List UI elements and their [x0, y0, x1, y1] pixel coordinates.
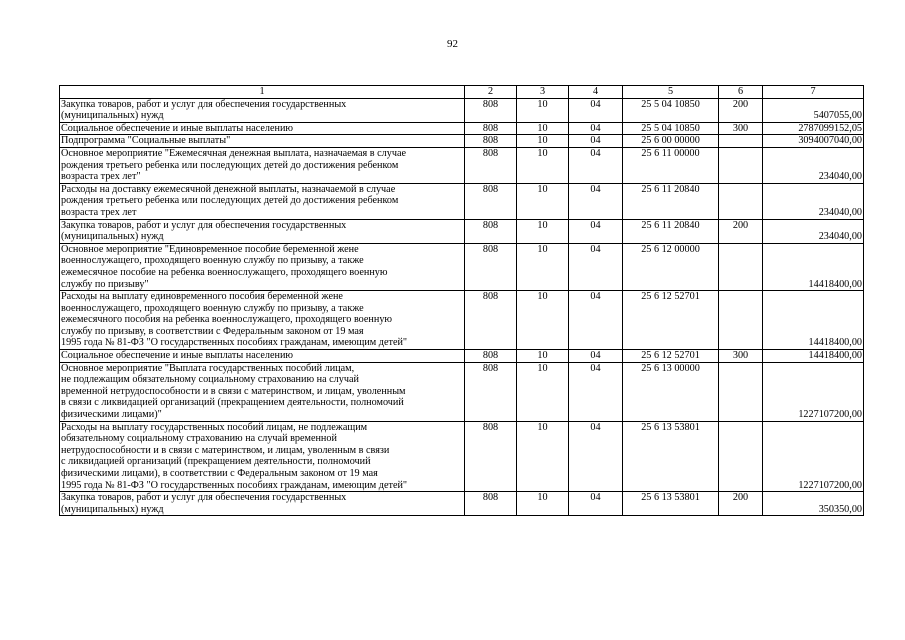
target-article-cell: 25 6 11 00000	[623, 147, 719, 183]
table-row	[60, 350, 864, 363]
target-article-cell: 25 6 12 52701	[623, 291, 719, 350]
section-code-cell: 10	[517, 421, 569, 492]
ministry-code-cell: 808	[465, 350, 517, 363]
ministry-code-cell: 808	[465, 243, 517, 290]
subsection-code-cell: 04	[569, 362, 623, 421]
header-cell: 5	[623, 86, 719, 99]
expense-type-cell	[719, 291, 763, 350]
ministry-code-cell: 808	[465, 147, 517, 183]
subsection-code-cell: 04	[569, 291, 623, 350]
target-article-cell: 25 5 04 10850	[623, 98, 719, 122]
amount-cell: 234040,00	[763, 147, 864, 183]
target-article-cell: 25 6 12 00000	[623, 243, 719, 290]
ministry-code-cell: 808	[465, 362, 517, 421]
row-name-cell: Расходы на выплату государственных пособий лицам, не подлежащим обязательному социальному страхованию на случай временной нетрудоспособности и в связи с материнством, и лицам, уволенным в связи с ликвидацией организаций (прекращением деятельности, полномочий физическими лицами), в соответствии с Федеральным законом от 19 мая 1995 года № 81-ФЗ "О государственных пособиях гражданам, имеющим детей"	[60, 421, 465, 492]
expense-type-cell	[719, 147, 763, 183]
expense-type-cell	[719, 135, 763, 148]
subsection-code-cell: 04	[569, 421, 623, 492]
section-code-cell: 10	[517, 243, 569, 290]
expense-type-cell	[719, 183, 763, 219]
amount-cell: 5407055,00	[763, 98, 864, 122]
header-cell: 7	[763, 86, 864, 99]
subsection-code-cell: 04	[569, 147, 623, 183]
amount-cell: 234040,00	[763, 183, 864, 219]
amount-cell: 2787099152,05	[763, 122, 864, 135]
row-name-cell: Закупка товаров, работ и услуг для обеспечения государственных (муниципальных) нужд	[60, 219, 465, 243]
section-code-cell: 10	[517, 122, 569, 135]
table-row	[60, 135, 864, 148]
section-code-cell: 10	[517, 350, 569, 363]
section-code-cell: 10	[517, 219, 569, 243]
table-row	[60, 362, 864, 421]
expense-type-cell	[719, 362, 763, 421]
header-cell: 4	[569, 86, 623, 99]
ministry-code-cell: 808	[465, 98, 517, 122]
expense-type-cell: 300	[719, 122, 763, 135]
ministry-code-cell: 808	[465, 291, 517, 350]
row-name-cell: Основное мероприятие "Ежемесячная денежная выплата, назначаемая в случае рождения третьего ребенка или последующих детей до достижения ребенком возраста трех лет"	[60, 147, 465, 183]
amount-cell: 14418400,00	[763, 350, 864, 363]
subsection-code-cell: 04	[569, 243, 623, 290]
row-name-cell: Расходы на выплату единовременного пособия беременной жене военнослужащего, проходящего военную службу по призыву, а также ежемесячного пособия на ребенка военнослужащего, проходящего военную службу по призыву, в соответствии с Федеральным законом от 19 мая 1995 года № 81-ФЗ "О государственных пособиях гражданам, имеющим детей"	[60, 291, 465, 350]
row-name-cell: Основное мероприятие "Выплата государственных пособий лицам, не подлежащим обязательному социальному страхованию на случай временной нетрудоспособности и в связи с материнством, и лицам, уволенным в связи с ликвидацией организаций (прекращением деятельности, полномочий физическими лицами)"	[60, 362, 465, 421]
header-cell: 2	[465, 86, 517, 99]
section-code-cell: 10	[517, 98, 569, 122]
row-name-cell: Расходы на доставку ежемесячной денежной выплаты, назначаемой в случае рождения третьего ребенка или последующих детей до достижения ребенком возраста трех лет	[60, 183, 465, 219]
target-article-cell: 25 6 13 53801	[623, 492, 719, 516]
row-name-cell: Основное мероприятие "Единовременное пособие беременной жене военнослужащего, проходящего военную службу по призыву, а также ежемесячное пособие на ребенка военнослужащего, проходящего военную службу по призыву"	[60, 243, 465, 290]
ministry-code-cell: 808	[465, 421, 517, 492]
subsection-code-cell: 04	[569, 350, 623, 363]
ministry-code-cell: 808	[465, 219, 517, 243]
section-code-cell: 10	[517, 492, 569, 516]
amount-cell: 3094007040,00	[763, 135, 864, 148]
expense-type-cell: 300	[719, 350, 763, 363]
table-row	[60, 183, 864, 219]
amount-cell: 14418400,00	[763, 291, 864, 350]
subsection-code-cell: 04	[569, 122, 623, 135]
section-code-cell: 10	[517, 147, 569, 183]
amount-cell: 1227107200,00	[763, 362, 864, 421]
target-article-cell: 25 6 11 20840	[623, 183, 719, 219]
section-code-cell: 10	[517, 135, 569, 148]
table-row	[60, 421, 864, 492]
subsection-code-cell: 04	[569, 98, 623, 122]
table-row	[60, 98, 864, 122]
ministry-code-cell: 808	[465, 135, 517, 148]
header-cell: 1	[60, 86, 465, 99]
page-number: 92	[447, 38, 458, 50]
header-cell: 6	[719, 86, 763, 99]
table-header-row	[60, 86, 864, 99]
target-article-cell: 25 6 13 53801	[623, 421, 719, 492]
expense-type-cell	[719, 243, 763, 290]
ministry-code-cell: 808	[465, 183, 517, 219]
section-code-cell: 10	[517, 291, 569, 350]
section-code-cell: 10	[517, 362, 569, 421]
amount-cell: 14418400,00	[763, 243, 864, 290]
subsection-code-cell: 04	[569, 492, 623, 516]
row-name-cell: Подпрограмма "Социальные выплаты"	[60, 135, 465, 148]
subsection-code-cell: 04	[569, 219, 623, 243]
table-row	[60, 243, 864, 290]
amount-cell: 234040,00	[763, 219, 864, 243]
row-name-cell: Социальное обеспечение и иные выплаты населению	[60, 350, 465, 363]
ministry-code-cell: 808	[465, 122, 517, 135]
row-name-cell: Закупка товаров, работ и услуг для обеспечения государственных (муниципальных) нужд	[60, 492, 465, 516]
table-row	[60, 219, 864, 243]
section-code-cell: 10	[517, 183, 569, 219]
row-name-cell: Закупка товаров, работ и услуг для обеспечения государственных (муниципальных) нужд	[60, 98, 465, 122]
ministry-code-cell: 808	[465, 492, 517, 516]
expense-type-cell: 200	[719, 98, 763, 122]
subsection-code-cell: 04	[569, 183, 623, 219]
target-article-cell: 25 6 12 52701	[623, 350, 719, 363]
subsection-code-cell: 04	[569, 135, 623, 148]
target-article-cell: 25 6 11 20840	[623, 219, 719, 243]
row-name-cell: Социальное обеспечение и иные выплаты населению	[60, 122, 465, 135]
target-article-cell: 25 5 04 10850	[623, 122, 719, 135]
table-row	[60, 122, 864, 135]
expense-type-cell	[719, 421, 763, 492]
amount-cell: 1227107200,00	[763, 421, 864, 492]
target-article-cell: 25 6 13 00000	[623, 362, 719, 421]
header-cell: 3	[517, 86, 569, 99]
expense-type-cell: 200	[719, 492, 763, 516]
table-row	[60, 147, 864, 183]
budget-table	[59, 85, 864, 516]
target-article-cell: 25 6 00 00000	[623, 135, 719, 148]
amount-cell: 350350,00	[763, 492, 864, 516]
expense-type-cell: 200	[719, 219, 763, 243]
table-row	[60, 492, 864, 516]
table-row	[60, 291, 864, 350]
